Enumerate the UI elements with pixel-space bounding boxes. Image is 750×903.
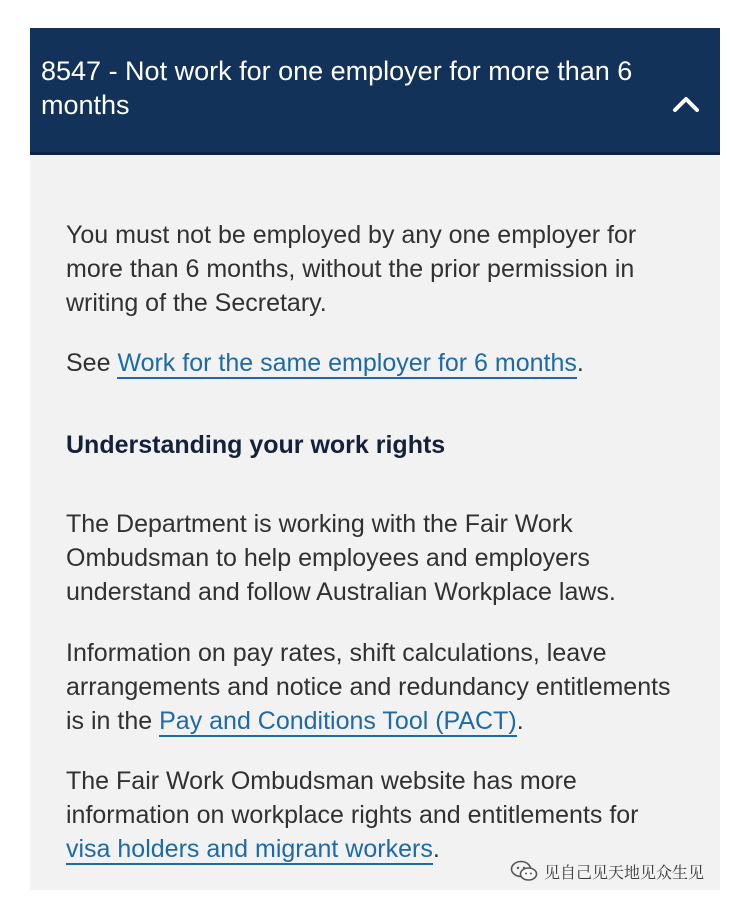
section-heading: Understanding your work rights	[66, 431, 446, 459]
info-prefix: Information on pay rates, shift calculations, leave arrangements and notice and redundancy entitlements is in the	[66, 639, 671, 735]
same-employer-link[interactable]: Work for the same employer for 6 months	[117, 349, 577, 377]
fwo-suffix: .	[432, 835, 440, 863]
intro-paragraph: You must not be employed by any one employer for more than 6 months, without the prior permission in writing of the Secretary.	[66, 221, 637, 317]
accordion-header[interactable]	[30, 28, 720, 155]
info-suffix: .	[516, 707, 524, 735]
watermark-text: 见自己见天地见众生见	[544, 862, 705, 882]
accordion-panel	[30, 28, 720, 890]
fwo-prefix: The Fair Work Ombudsman website has more information on workplace rights and entitlements for	[66, 767, 639, 829]
department-paragraph: The Department is working with the Fair Work Ombudsman to help employees and employers understand and follow Australian Workplace laws.	[66, 510, 616, 606]
accordion-title: 8547 - Not work for one employer for more than 6 months	[41, 56, 633, 120]
see-prefix: See	[66, 349, 118, 377]
see-paragraph	[66, 346, 686, 380]
visa-holders-link[interactable]: visa holders and migrant workers	[66, 835, 433, 863]
fwo-paragraph	[66, 764, 686, 866]
chevron-up-icon[interactable]	[671, 94, 701, 114]
watermark	[510, 858, 704, 884]
wechat-icon	[510, 860, 538, 882]
info-paragraph	[66, 636, 686, 738]
pact-link[interactable]: Pay and Conditions Tool (PACT)	[159, 707, 517, 735]
see-suffix: .	[576, 349, 584, 377]
